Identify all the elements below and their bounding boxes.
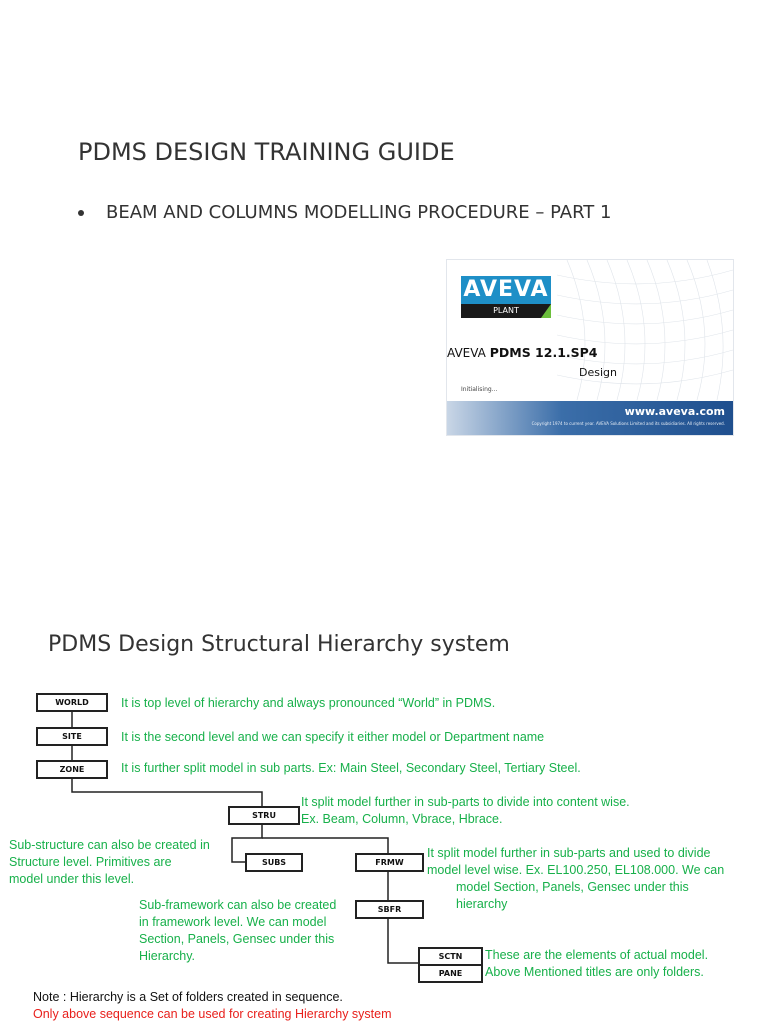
desc-stru [301, 794, 630, 828]
desc-zone: It is further split model in sub parts. Ex: Main Steel, Secondary Steel, Tertiary Steel. [121, 761, 581, 775]
logo-sub: PLANT [461, 304, 551, 318]
product-prefix: AVEVA [447, 346, 486, 360]
website-url: www.aveva.com [624, 405, 725, 418]
hierarchy-title: PDMS Design Structural Hierarchy system [48, 632, 510, 657]
desc-sbfr-line: in framework level. We can model [139, 915, 327, 929]
node-stru: STRU [228, 806, 300, 825]
desc-frmw-line: model level wise. Ex. EL100.250, EL108.000. We can [427, 863, 725, 877]
desc-frmw-line: model Section, Panels, Gensec under this [456, 880, 689, 894]
node-frmw: FRMW [355, 853, 424, 872]
logo-text: AVEVA [461, 276, 551, 304]
node-pane: PANE [418, 964, 483, 983]
node-subs: SUBS [245, 853, 303, 872]
product-name: PDMS 12.1.SP4 [489, 345, 598, 360]
slide-title: PDMS DESIGN TRAINING GUIDE [78, 138, 455, 166]
desc-frmw [427, 845, 724, 913]
module-name: Design [579, 366, 617, 379]
hierarchy-warning: Only above sequence can be used for creating Hierarchy system [33, 1007, 392, 1021]
desc-frmw-line: It split model further in sub-parts and used to divide [427, 846, 711, 860]
hierarchy-note: Note : Hierarchy is a Set of folders created in sequence. [33, 990, 343, 1004]
status-text: Initialising... [461, 386, 498, 393]
node-sctn: SCTN [418, 947, 483, 966]
desc-subs-line: Sub-structure can also be created in [9, 838, 210, 852]
desc-stru-line: It split model further in sub-parts to divide into content wise. [301, 795, 630, 809]
desc-sbfr-line: Sub-framework can also be created [139, 898, 337, 912]
desc-frmw-line: hierarchy [456, 897, 508, 911]
desc-world: It is top level of hierarchy and always pronounced “World” in PDMS. [121, 696, 496, 710]
node-site: SITE [36, 727, 108, 746]
desc-subs [9, 837, 210, 888]
node-sbfr: SBFR [355, 900, 424, 919]
node-zone: ZONE [36, 760, 108, 779]
desc-stru-line: Ex. Beam, Column, Vbrace, Hbrace. [301, 812, 503, 826]
desc-sbfr [139, 897, 336, 965]
desc-site: It is the second level and we can specify it either model or Department name [121, 730, 545, 744]
desc-sbfr-line: Section, Panels, Gensec under this [139, 932, 335, 946]
desc-elements-line: These are the elements of actual model. [485, 948, 709, 962]
desc-subs-line: Structure level. Primitives are [9, 855, 172, 869]
desc-elements [485, 947, 708, 981]
desc-elements-line: Above Mentioned titles are only folders. [485, 965, 704, 979]
desc-subs-line: model under this level. [9, 872, 135, 886]
copyright-text: Copyright 1974 to current year. AVEVA Solutions Limited and its subsidiaries. All rights reserved. [531, 421, 725, 426]
desc-sbfr-line: Hierarchy. [139, 949, 196, 963]
bullet-text: BEAM AND COLUMNS MODELLING PROCEDURE – PART 1 [106, 202, 612, 223]
node-world: WORLD [36, 693, 108, 712]
